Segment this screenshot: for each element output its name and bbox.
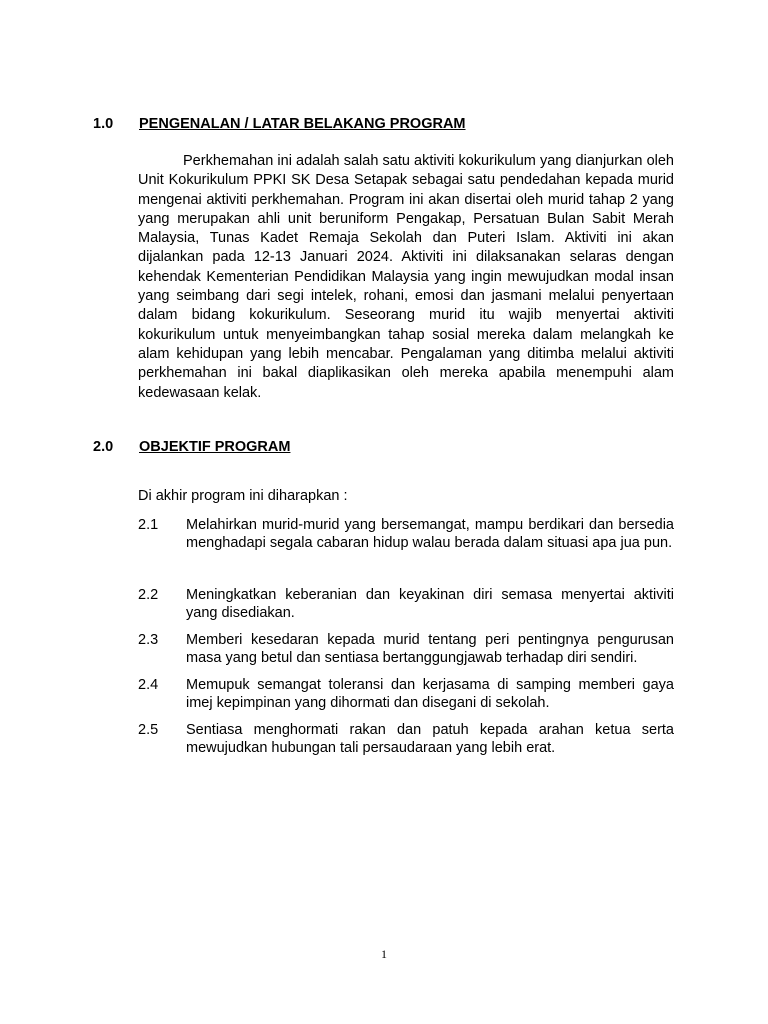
objectives-intro: Di akhir program ini diharapkan : (138, 488, 348, 504)
objective-text: Meningkatkan keberanian dan keyakinan diri semasa menyertai aktiviti yang disediakan. (186, 587, 674, 622)
objective-text: Melahirkan murid-murid yang bersemangat, mampu berdikari dan bersedia menghadapi segala cabaran hidup walau berada dalam situasi apa jua pun. (186, 517, 674, 552)
section-title: OBJEKTIF PROGRAM (139, 439, 291, 455)
objective-number: 2.3 (138, 632, 159, 648)
objective-number: 2.1 (138, 517, 159, 533)
objective-item (138, 631, 674, 667)
objective-text: Sentiasa menghormati rakan dan patuh kepada arahan ketua serta mewujudkan hubungan tali persaudaraan yang lebih erat. (186, 722, 674, 757)
objective-number: 2.4 (138, 677, 159, 693)
section-title: PENGENALAN / LATAR BELAKANG PROGRAM (139, 116, 466, 132)
objective-text: Memupuk semangat toleransi dan kerjasama di samping memberi gaya imej kepimpinan yang dihormati dan disegani di sekolah. (186, 677, 674, 712)
objective-number: 2.5 (138, 722, 159, 738)
section-number: 1.0 (93, 116, 114, 132)
objective-item (138, 676, 674, 712)
objective-number: 2.2 (138, 587, 159, 603)
objective-text: Memberi kesedaran kepada murid tentang peri pentingnya pengurusan masa yang betul dan sentiasa bertanggungjawab terhadap diri sendiri. (186, 632, 674, 667)
objective-item (138, 586, 674, 622)
introduction-paragraph: Perkhemahan ini adalah salah satu aktiviti kokurikulum yang dianjurkan oleh Unit Kokurikulum PPKI SK Desa Setapak sebagai satu pendedahan kepada murid mengenai aktiviti perkhemahan. Program ini akan disertai oleh murid tahap 2 yang yang merupakan ahli unit beruniform Pengakap, Persatuan Bulan Sabit Merah Malaysia, Tunas Kadet Remaja Sekolah dan Puteri Islam. Aktiviti ini akan dijalankan pada 12-13 Januari 2024. Aktiviti ini dilaksanakan selaras dengan kehendak Kementerian Pendidikan Malaysia yang ingin mewujudkan modal insan yang seimbang dari segi intelek, rohani, emosi dan jasmani melalui penyertaan dalam bidang kokurikulum. Seseorang murid itu wajib menyertai aktiviti kokurikulum untuk menyeimbangkan tahap sosial mereka dalam melangkah ke alam kehidupan yang lebih mencabar. Pengalaman yang ditimba melalui aktiviti perkhemahan ini bakal diaplikasikan oleh mereka apabila menempuhi alam kedewasaan kelak. (138, 153, 674, 401)
section-number: 2.0 (93, 439, 114, 455)
page-number: 1 (381, 947, 387, 961)
section-heading-objectives (93, 439, 290, 455)
objective-item (138, 721, 674, 757)
objective-item (138, 516, 674, 552)
section-heading-introduction (93, 116, 466, 132)
